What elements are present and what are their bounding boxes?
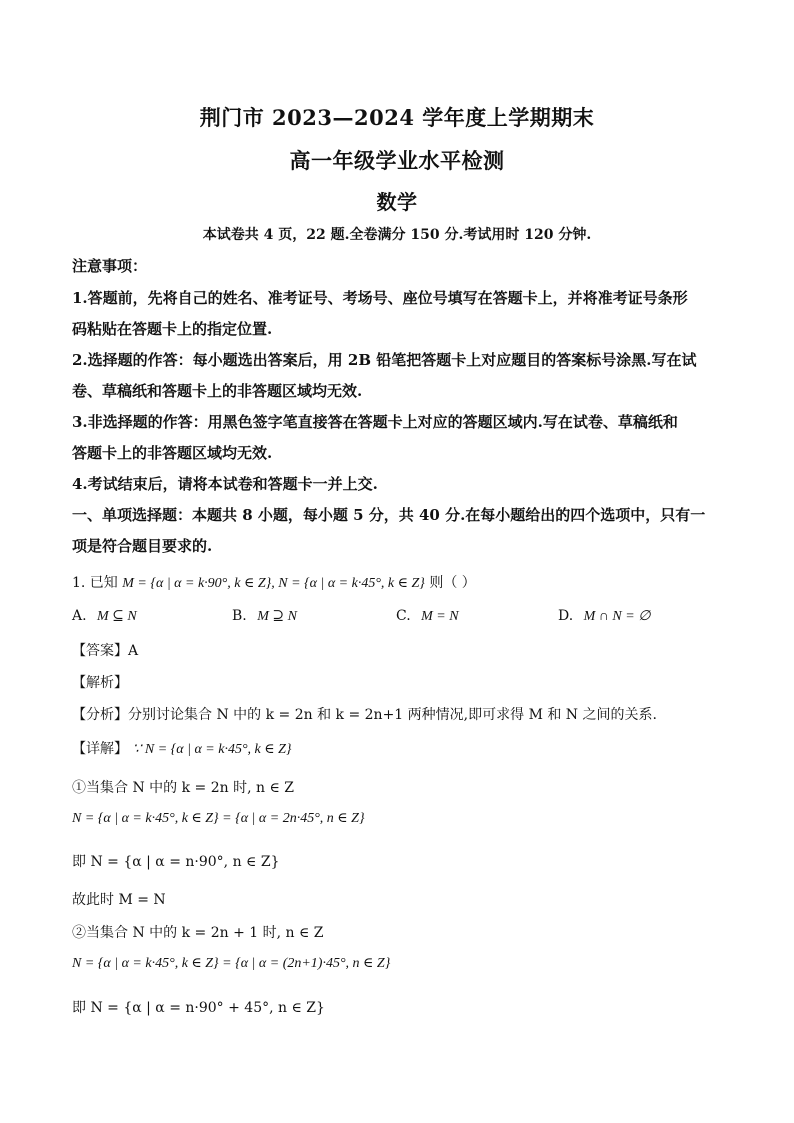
option-a [72, 608, 137, 625]
answer-tag: 【答案】 [72, 643, 128, 659]
case-1-equation-2: 即 N = {α | α = n·90°, n ∈ Z} [72, 854, 280, 870]
option-d [558, 608, 650, 625]
analysis-line [72, 704, 657, 724]
case-2-line: ②当集合 N 中的 k = 2n + 1 时, n ∈ Z [72, 925, 324, 941]
case-1-equation-1: N = {α | α = k·45°, k ∈ Z} = {α | α = 2n·45°, n ∈ Z} [72, 811, 365, 826]
analysis-sub-tag: 【分析】 [72, 707, 128, 723]
case-1-conclusion: 故此时 M = N [72, 892, 166, 908]
notice-item-2-line-1: 2.选择题的作答：每小题选出答案后，用 2B 铅笔把答题卡上对应题目的答案标号涂黑.写在试 [72, 351, 697, 369]
notice-item-1-line-2: 码粘贴在答题卡上的指定位置. [72, 320, 273, 338]
case-2-equation-2: 即 N = {α | α = n·90° + 45°, n ∈ Z} [72, 1000, 325, 1016]
question-1-suffix: 则（ ） [429, 575, 476, 591]
option-d-text: M ∩ N = ∅ [583, 609, 651, 624]
analysis-tag: 【解析】 [72, 675, 128, 691]
notice-item-3-line-2: 答题卡上的非答题区域均无效. [72, 444, 273, 462]
notice-item-4: 4.考试结束后，请将本试卷和答题卡一并上交. [72, 475, 378, 493]
subject-title: 数学 [376, 190, 418, 214]
answer-line [72, 640, 138, 660]
exam-subtitle: 高一年级学业水平检测 [289, 148, 505, 173]
notice-item-3-line-1: 3.非选择题的作答：用黑色签字笔直接答在答题卡上对应的答题区域内.写在试卷、草稿纸和 [72, 413, 678, 431]
option-c-label: C. [396, 608, 411, 624]
question-1-stem [72, 572, 476, 592]
notice-item-1-line-1: 1.答题前，先将自己的姓名、准考证号、考场号、座位号填写在答题卡上，并将准考证号条形 [72, 289, 688, 307]
section-heading-line-1: 一、单项选择题：本题共 8 小题，每小题 5 分，共 40 分.在每小题给出的四个选项中，只有一 [72, 506, 706, 524]
question-1-math: M = {α | α = k·90°, k ∈ Z}, N = {α | α = k·45°, k ∈ Z} [122, 576, 425, 591]
notice-heading: 注意事项： [72, 257, 148, 275]
answer-value: A [128, 643, 139, 659]
option-c [396, 608, 459, 625]
exam-title: 荆门市 2023—2024 学年度上学期期末 [199, 105, 595, 130]
option-a-label: A. [72, 608, 87, 624]
notice-item-2-line-2: 卷、草稿纸和答题卡上的非答题区域均无效. [72, 382, 363, 400]
detail-tag: 【详解】 [72, 741, 128, 757]
option-b-label: B. [232, 608, 247, 624]
option-a-text: M ⊆ N [97, 609, 137, 624]
analysis-text: 分别讨论集合 N 中的 k = 2n 和 k = 2n+1 两种情况,即可求得 M 和 N 之间的关系. [128, 707, 657, 723]
case-2-equation-1: N = {α | α = k·45°, k ∈ Z} = {α | α = (2n+1)·45°, n ∈ Z} [72, 956, 391, 971]
exam-info: 本试卷共 4 页，22 题.全卷满分 150 分.考试用时 120 分钟. [202, 227, 592, 243]
option-b-text: M ⊇ N [257, 609, 297, 624]
question-1-prefix: 1. 已知 [72, 575, 118, 591]
option-c-text: M = N [421, 609, 459, 624]
detail-line [72, 738, 292, 758]
case-1-line: ①当集合 N 中的 k = 2n 时, n ∈ Z [72, 780, 294, 796]
option-d-label: D. [558, 608, 574, 624]
option-b [232, 608, 297, 625]
detail-math: ∵ N = {α | α = k·45°, k ∈ Z} [132, 742, 292, 757]
section-heading-line-2: 项是符合题目要求的. [72, 537, 213, 555]
